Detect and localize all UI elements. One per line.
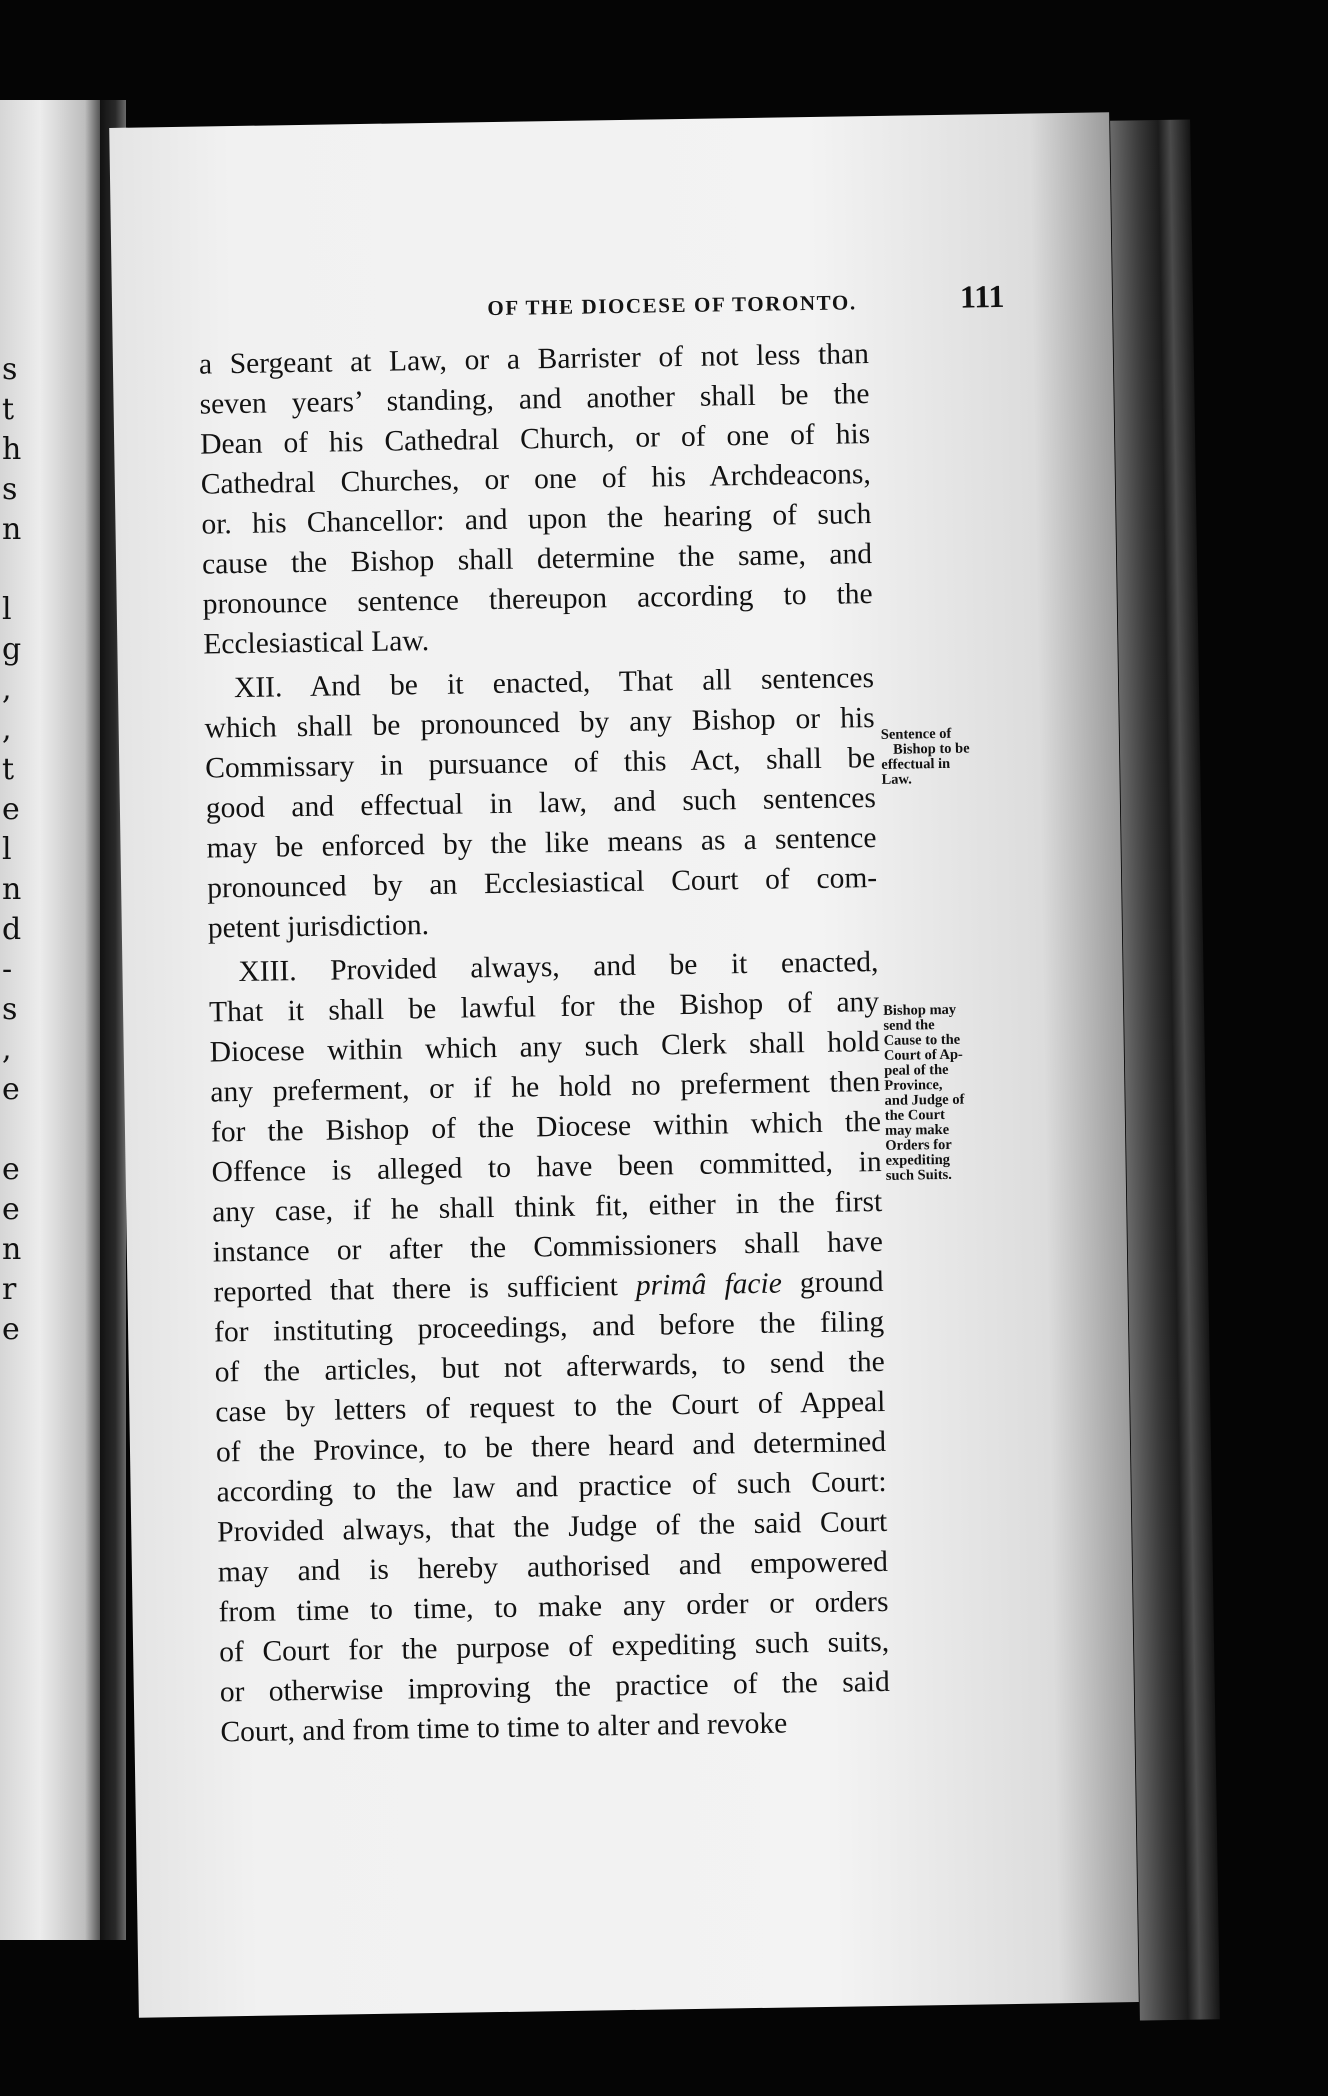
text-line: Court, and from time to time to alter and revoke	[220, 1707, 788, 1749]
text-line: of the articles, but not afterwards, to send the	[214, 1345, 885, 1389]
text-line: of the Province, to be there heard and determined	[215, 1425, 887, 1469]
previous-page-fragment: ,	[2, 672, 12, 707]
previous-page-fragment: ,	[2, 712, 12, 747]
previous-page-fragment: e	[2, 1192, 20, 1227]
margin-note-line: such Suits.	[885, 1166, 952, 1184]
previous-page-fragment: h	[2, 432, 22, 467]
text-line: cause the Bishop shall determine the same, and	[201, 538, 873, 581]
previous-page-fragment: n	[2, 512, 22, 547]
page-number: 111	[959, 277, 1005, 315]
previous-page-fragment	[2, 1510, 22, 1550]
text-line: pronounced by an Ecclesiastical Court of com-	[206, 862, 878, 905]
text-line: for the Bishop of the Diocese within which the	[210, 1105, 882, 1149]
margin-note-line: and Judge of	[884, 1091, 965, 1109]
previous-page-fragment	[2, 1110, 22, 1150]
margin-note-line: Sentence of	[880, 725, 952, 743]
previous-page-fragment: s	[2, 992, 18, 1027]
margin-note-section-xii	[881, 727, 970, 788]
running-head: OF THE DIOCESE OF TORONTO.	[487, 290, 857, 321]
margin-note-section-xiii	[883, 1003, 966, 1184]
text-line: petent jurisdiction.	[207, 909, 430, 945]
text-line: Ecclesiastical Law.	[203, 625, 430, 661]
text-line: Offence is alleged to have been committed, in	[211, 1145, 882, 1189]
previous-page-fragment	[2, 550, 22, 590]
italic-latin-phrase: primâ facie	[617, 1267, 783, 1303]
text-line: or otherwise improving the practice of the said	[219, 1665, 890, 1709]
previous-page-fragment	[2, 1550, 22, 1590]
margin-note-line: Bishop to be	[892, 740, 970, 758]
previous-page-fragment	[2, 1350, 22, 1390]
text-line: Diocese within which any such Clerk shall hold	[209, 1025, 880, 1069]
previous-page-fragment: d	[2, 912, 22, 947]
previous-page-fragment: s	[2, 472, 18, 507]
text-line: Dean of his Cathedral Church, or of one of his	[199, 418, 871, 461]
previous-page-fragment	[2, 1470, 22, 1510]
text-line: may be enforced by the like means as a sentence	[206, 822, 877, 865]
text-line: from time to time, to make any order or orders	[218, 1585, 889, 1629]
body-text	[199, 334, 891, 1752]
text-line: may and is hereby authorised and empowered	[217, 1545, 889, 1589]
previous-page-fragment: e	[2, 1072, 20, 1107]
paragraph-continuation	[199, 334, 874, 664]
text-line: according to the law and practice of such Court:	[216, 1465, 887, 1509]
text-line: pronounce sentence thereupon according to the	[202, 578, 873, 621]
paragraph-section-xiii	[208, 942, 890, 1752]
previous-page-fragment: s	[2, 352, 18, 387]
text-line: which shall be pronounced by any Bishop or his	[204, 702, 875, 745]
previous-page-fragment	[2, 1590, 22, 1630]
book-page	[109, 112, 1139, 2017]
previous-page-fragment	[2, 1430, 22, 1470]
previous-page-fragment: r	[2, 1272, 17, 1307]
margin-note-line: the Court	[884, 1106, 945, 1124]
previous-page-fragment: t	[2, 392, 15, 427]
margin-note-line: effectual in	[881, 755, 951, 773]
previous-page-fragment: ,	[2, 1032, 12, 1067]
previous-page-fragment: -	[2, 952, 13, 987]
text-line: good and effectual in law, and such sentences	[205, 782, 877, 825]
text-line: any case, if he shall think fit, either in the first	[212, 1185, 883, 1229]
text-line: Cathedral Churches, or one of his Archdeacons,	[200, 458, 871, 501]
text-line: instance or after the Commissioners shall have	[212, 1225, 884, 1269]
text-line: Provided always, that the Judge of the said Court	[217, 1505, 888, 1549]
margin-note-line: Cause to the	[883, 1031, 961, 1049]
text-line-segment: reported that there is sufficient	[213, 1270, 619, 1309]
text-line-segment: ground	[781, 1265, 884, 1300]
text-line: That it shall be lawful for the Bishop of any	[208, 985, 880, 1029]
text-line: of Court for the purpose of expediting such suits,	[218, 1625, 890, 1669]
previous-page-fragment: l	[2, 592, 12, 627]
margin-note-line: Orders for	[885, 1136, 952, 1154]
margin-note-line: Bishop may	[883, 1001, 957, 1019]
previous-page-fragment: n	[2, 872, 22, 907]
previous-page-fragment	[2, 1390, 22, 1430]
text-line: XII. And be it enacted, That all sentences	[233, 662, 875, 705]
previous-page-edge	[0, 100, 100, 1940]
text-line: for instituting proceedings, and before the filing	[213, 1305, 885, 1349]
previous-page-fragment	[2, 1670, 22, 1710]
margin-note-line: send the	[883, 1017, 935, 1034]
text-line: seven years’ standing, and another shall be the	[199, 378, 870, 421]
previous-page-fragment	[2, 1710, 22, 1750]
previous-page-line-endings	[2, 350, 22, 1750]
text-line: or. his Chancellor: and upon the hearing of such	[201, 498, 872, 541]
margin-note-line: expediting	[885, 1151, 951, 1169]
previous-page-fragment: n	[2, 1232, 22, 1267]
text-line: Commissary in pursuance of this Act, shall be	[205, 742, 876, 785]
text-line: XIII. Provided always, and be it enacted,	[238, 945, 879, 989]
previous-page-fragment: e	[2, 1312, 20, 1347]
margin-note-line: Court of Ap-	[883, 1046, 963, 1064]
previous-page-fragment: e	[2, 1152, 20, 1187]
text-line: case by letters of request to the Court of Appeal	[215, 1385, 886, 1429]
previous-page-fragment: t	[2, 752, 15, 787]
text-line: a Sergeant at Law, or a Barrister of not less than	[198, 338, 870, 381]
margin-note-line: Law.	[881, 771, 912, 788]
margin-note-line: peal of the	[883, 1061, 949, 1079]
previous-page-fragment: l	[2, 832, 12, 867]
margin-note-line: Province,	[884, 1077, 943, 1094]
previous-page-fragment: g	[2, 632, 22, 667]
previous-page-fragment: e	[2, 792, 20, 827]
previous-page-fragment	[2, 1630, 22, 1670]
text-line: any preferment, or if he hold no preferment then	[210, 1065, 881, 1109]
margin-note-line: may make	[884, 1121, 950, 1139]
paragraph-section-xii	[204, 658, 878, 948]
